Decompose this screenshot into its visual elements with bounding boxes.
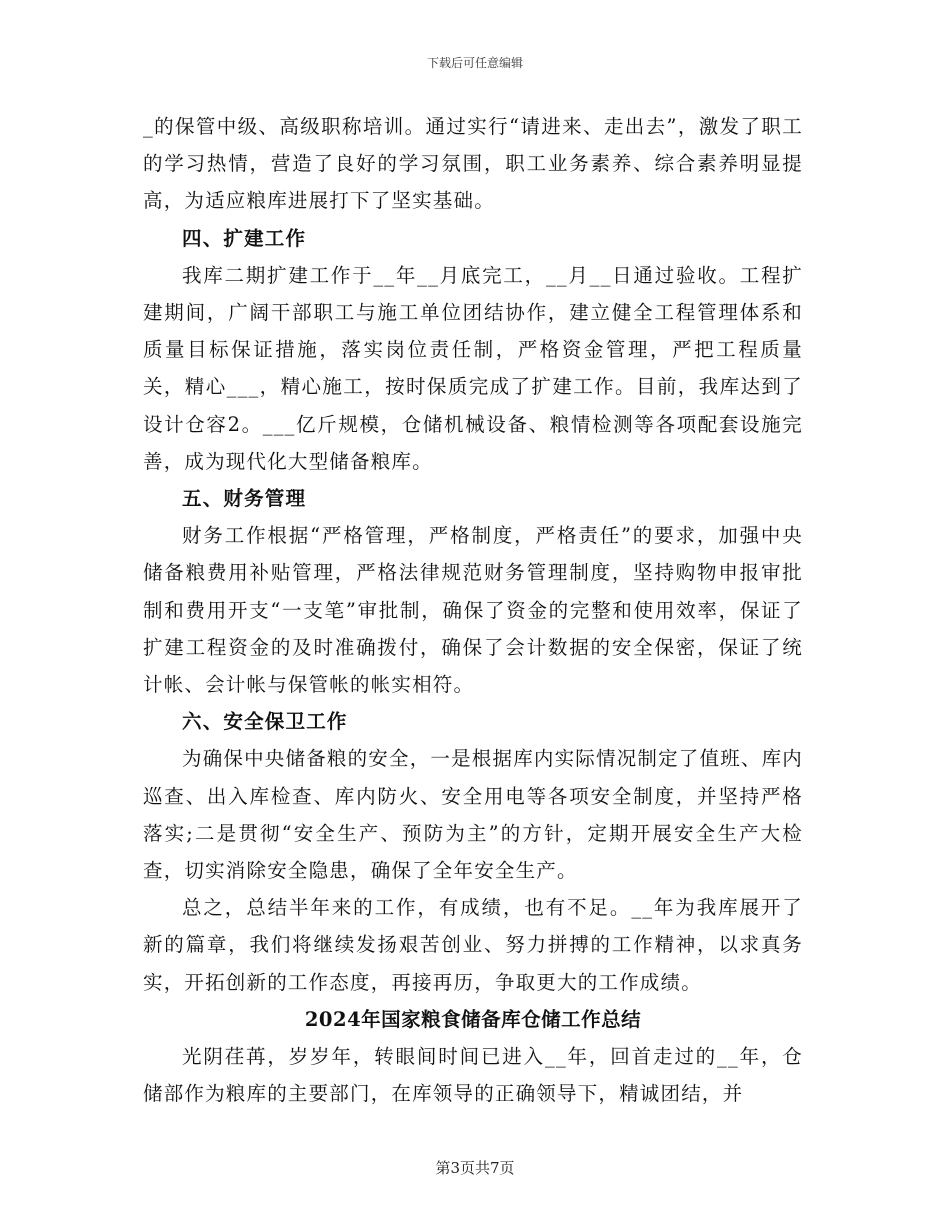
document-title: 2024年国家粮食储备库仓储工作总结	[304, 1007, 642, 1031]
paragraph-expansion: 我库二期扩建工作于__年__月底完工，__月__日通过验收。工程扩建期间，广阔干部职工与施工单位团结协作，建立健全工程管理体系和质量目标保证措施，落实岗位责任制，严格资金管理，严把工程质量关，精心___，精心施工，按时保质完成了扩建工作。目前，我库达到了设计仓容2。___亿斤规模，仓储机械设备、粮情检测等各项配套设施完善，成为现代化大型储备粮库。	[143, 263, 803, 473]
paragraph-security: 为确保中央储备粮的安全，一是根据库内实际情况制定了值班、库内巡查、出入库检查、库内防火、安全用电等各项安全制度，并坚持严格落实;二是贯彻“安全生产、预防为主”的方针，定期开展安全生产大检查，切实消除安全隐患，确保了全年安全生产。	[143, 747, 804, 883]
document-body	[143, 108, 803, 1112]
paragraph-finance: 财务工作根据“严格管理，严格制度，严格责任”的要求，加强中央储备粮费用补贴管理，严格法律规范财务管理制度，坚持购物申报审批制和费用开支“一支笔”审批制，确保了资金的完整和使用效率，保证了扩建工程资金的及时准确拨付，确保了会计数据的安全保密，保证了统计帐、会计帐与保管帐的帐实相符。	[143, 524, 803, 697]
paragraph-conclusion: 总之，总结半年来的工作，有成绩，也有不足。__年为我库展开了新的篇章，我们将继续发扬艰苦创业、努力拼搏的工作精神，以求真务实，开拓创新的工作态度，再接再历，争取更大的工作成绩。	[143, 896, 803, 994]
paragraph-intro: 光阴荏苒，岁岁年，转眼间时间已进入__年，回首走过的__年，仓储部作为粮库的主要部门，在库领导的正确领导下，精诚团结，并	[143, 1045, 803, 1106]
page-number: 第3页共7页	[435, 1159, 515, 1177]
header-note: 下载后可任意编辑	[426, 56, 523, 70]
section-heading-finance: 五、财务管理	[182, 487, 307, 511]
section-heading-security: 六、安全保卫工作	[182, 710, 348, 734]
paragraph-training: _的保管中级、高级职称培训。通过实行“请进来、走出去”，激发了职工的学习热情，营造了良好的学习氛围，职工业务素养、综合素养明显提高，为适应粮库进展打下了坚实基础。	[143, 115, 803, 213]
section-heading-expansion: 四、扩建工作	[182, 226, 307, 250]
